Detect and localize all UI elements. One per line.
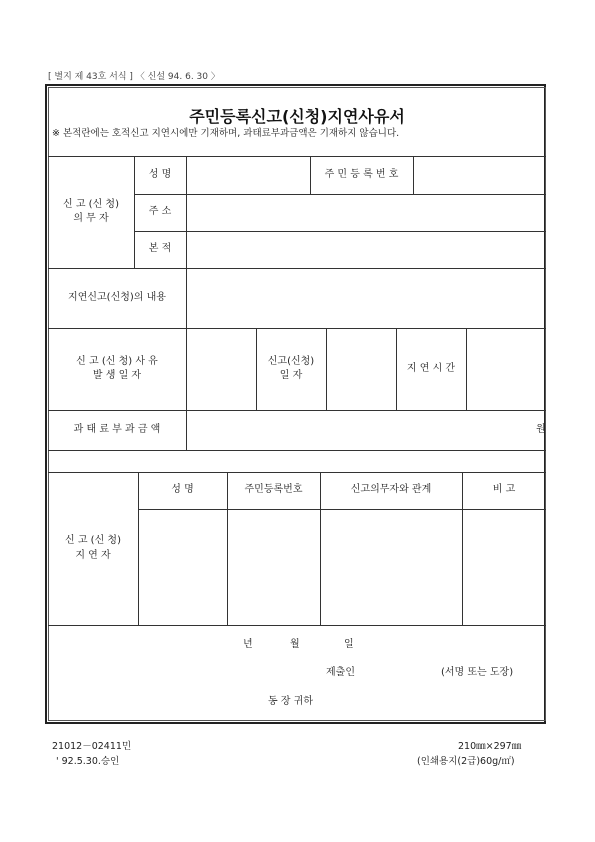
obligor-id-label: 주 민 등 록 번 호 — [324, 168, 399, 180]
obligor-address-label: 주 소 — [148, 206, 172, 218]
approval-date: ' 92.5.30.승인 — [56, 756, 120, 767]
column-header-relation: 신고의무자와 관계 — [350, 484, 432, 496]
row-line — [48, 450, 546, 451]
form-code: 21012－02411민 — [52, 741, 132, 752]
delay-content-label: 지연신고(신청)의 내용 — [68, 291, 166, 303]
date-year-label: 년 — [243, 639, 253, 650]
column-header-id: 주민등록번호 — [244, 484, 303, 496]
occurrence-date-label-line2: 발 생 일 자 — [92, 370, 142, 381]
obligor-id-field[interactable] — [414, 157, 545, 194]
occurrence-date-field[interactable] — [187, 329, 256, 410]
report-date-label-line2: 일 자 — [279, 370, 303, 381]
occurrence-date-label-line1: 신 고 (신 청) 사 유 — [76, 355, 158, 367]
obligor-group-label — [48, 156, 134, 268]
report-date-label — [256, 328, 326, 410]
row-line — [48, 625, 546, 626]
report-date-field[interactable] — [327, 329, 396, 410]
obligor-domicile-field[interactable] — [187, 232, 545, 268]
form-title: 주민등록신고(신청)지연사유서 — [189, 107, 405, 126]
date-month-label: 월 — [290, 639, 300, 650]
fine-unit-label: 원 — [536, 424, 546, 435]
paper-spec: (인쇄용지(2급)60g/㎡) — [417, 756, 515, 767]
column-header-remarks: 비 고 — [492, 484, 516, 496]
obligor-name-label: 성 명 — [148, 168, 172, 180]
notice-text: ※ 본적란에는 호적신고 지연시에만 기재하며, 과태료부과금액은 기재하지 않습니다. — [52, 128, 400, 139]
obligor-address-field[interactable] — [187, 195, 545, 231]
paper-size: 210㎜×297㎜ — [458, 741, 522, 752]
delayer-group-label — [48, 472, 138, 625]
form-number-note: [ 별지 제 43호 서식 ] 〈 신설 94. 6. 30 〉 — [48, 72, 220, 82]
obligor-name-field[interactable] — [187, 157, 310, 194]
delay-period-field[interactable] — [467, 329, 545, 410]
fine-amount-label: 과 태 료 부 과 금 액 — [73, 423, 161, 435]
obligor-domicile-label: 본 적 — [148, 243, 172, 255]
occurrence-date-label — [48, 328, 186, 410]
signature-label: (서명 또는 도장) — [441, 667, 514, 678]
delayer-name-field[interactable] — [139, 510, 227, 625]
submitter-label: 제출인 — [326, 667, 355, 678]
delayer-group-label-line2: 지 연 자 — [75, 549, 111, 561]
delay-content-field[interactable] — [187, 269, 545, 328]
obligor-group-label-line1: 신 고 (신 청) — [63, 198, 119, 210]
report-date-label-line1: 신고(신청) — [267, 355, 315, 367]
delayer-relation-field[interactable] — [321, 510, 462, 625]
obligor-group-label-line2: 의 무 자 — [73, 213, 109, 224]
column-header-name: 성 명 — [171, 484, 194, 496]
delayer-remarks-field[interactable] — [463, 510, 545, 625]
recipient-label: 동 장 귀하 — [268, 696, 313, 707]
delay-period-label: 지 연 시 간 — [406, 362, 456, 374]
delayer-group-label-line1: 신 고 (신 청) — [65, 535, 121, 546]
date-day-label: 일 — [344, 639, 354, 650]
fine-amount-field[interactable] — [187, 411, 532, 450]
delayer-id-field[interactable] — [228, 510, 320, 625]
